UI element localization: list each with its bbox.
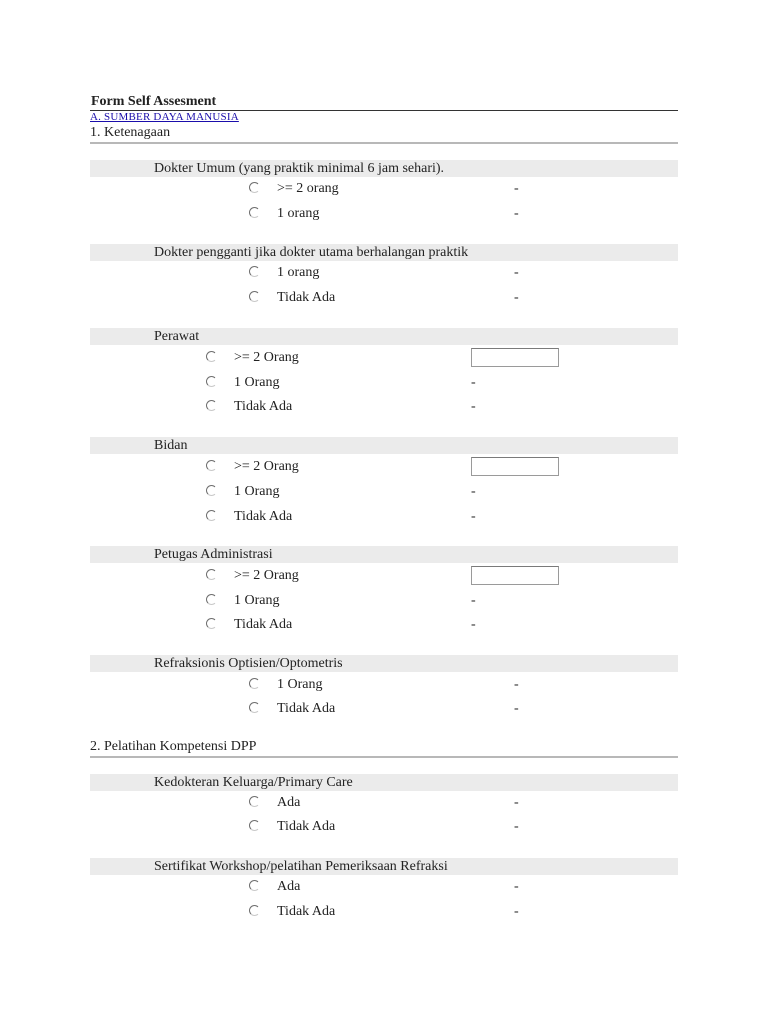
- option-value: -: [514, 819, 519, 834]
- option-row: [0, 698, 768, 720]
- option-value: -: [514, 795, 519, 810]
- option-row: [0, 792, 768, 814]
- option-label: >= 2 Orang: [234, 350, 299, 365]
- option-value: -: [471, 617, 476, 632]
- radio-button[interactable]: [206, 594, 217, 605]
- option-row: [0, 614, 768, 636]
- section-header-pelatihan: 2. Pelatihan Kompetensi DPP: [90, 739, 257, 754]
- option-row: [0, 590, 768, 612]
- radio-button[interactable]: [249, 266, 260, 277]
- option-label: >= 2 Orang: [234, 459, 299, 474]
- question-refraksionis: [90, 655, 678, 672]
- count-input[interactable]: [471, 457, 559, 476]
- question-sertifikat-workshop: [90, 858, 678, 875]
- option-value: -: [514, 290, 519, 305]
- section-link-sdm[interactable]: A. SUMBER DAYA MANUSIA: [90, 111, 239, 123]
- option-label: Ada: [277, 879, 301, 894]
- option-row: [0, 372, 768, 394]
- section-divider: [90, 142, 678, 144]
- question-label: Kedokteran Keluarga/Primary Care: [154, 775, 353, 790]
- radio-button[interactable]: [206, 485, 217, 496]
- radio-button[interactable]: [249, 678, 260, 689]
- option-label: 1 Orang: [234, 484, 280, 499]
- option-value: -: [514, 206, 519, 221]
- radio-button[interactable]: [249, 880, 260, 891]
- option-label: >= 2 Orang: [234, 568, 299, 583]
- option-label: 1 orang: [277, 265, 320, 280]
- radio-button[interactable]: [206, 569, 217, 580]
- option-row: [0, 456, 768, 478]
- option-row: [0, 262, 768, 284]
- option-label: Tidak Ada: [234, 399, 293, 414]
- radio-button[interactable]: [249, 207, 260, 218]
- option-value: -: [514, 265, 519, 280]
- count-input[interactable]: [471, 566, 559, 585]
- option-row: [0, 203, 768, 225]
- option-value: -: [471, 509, 476, 524]
- question-label: Petugas Administrasi: [154, 547, 273, 562]
- question-dokter-pengganti: [90, 244, 678, 261]
- option-value: -: [514, 701, 519, 716]
- option-label: Tidak Ada: [277, 819, 336, 834]
- section-divider: [90, 756, 678, 758]
- radio-button[interactable]: [249, 820, 260, 831]
- option-label: Tidak Ada: [234, 617, 293, 632]
- radio-button[interactable]: [206, 460, 217, 471]
- option-label: Ada: [277, 795, 301, 810]
- option-label: 1 Orang: [277, 677, 323, 692]
- option-label: Tidak Ada: [234, 509, 293, 524]
- radio-button[interactable]: [249, 796, 260, 807]
- radio-button[interactable]: [206, 618, 217, 629]
- question-label: Bidan: [154, 438, 188, 453]
- option-label: 1 Orang: [234, 375, 280, 390]
- option-label: Tidak Ada: [277, 701, 336, 716]
- option-row: [0, 506, 768, 528]
- option-value: -: [514, 181, 519, 196]
- radio-button[interactable]: [249, 905, 260, 916]
- option-label: 1 Orang: [234, 593, 280, 608]
- radio-button[interactable]: [206, 400, 217, 411]
- question-label: Refraksionis Optisien/Optometris: [154, 656, 343, 671]
- option-label: >= 2 orang: [277, 181, 339, 196]
- option-value: -: [514, 677, 519, 692]
- option-row: [0, 565, 768, 587]
- option-row: [0, 816, 768, 838]
- question-petugas-administrasi: [90, 546, 678, 563]
- question-label: Perawat: [154, 329, 200, 344]
- radio-button[interactable]: [249, 702, 260, 713]
- option-row: [0, 396, 768, 418]
- section-header-ketenagaan: 1. Ketenagaan: [90, 125, 171, 140]
- question-label: Dokter Umum (yang praktik minimal 6 jam sehari).: [154, 161, 445, 176]
- question-bidan: [90, 437, 678, 454]
- radio-button[interactable]: [206, 351, 217, 362]
- question-kedokteran-keluarga: [90, 774, 678, 791]
- option-row: [0, 347, 768, 369]
- option-value: -: [471, 375, 476, 390]
- option-label: 1 orang: [277, 206, 320, 221]
- option-value: -: [471, 399, 476, 414]
- radio-button[interactable]: [206, 376, 217, 387]
- form-title: Form Self Assesment: [91, 94, 217, 109]
- option-value: -: [514, 879, 519, 894]
- question-label: Dokter pengganti jika dokter utama berhalangan praktik: [154, 245, 469, 260]
- option-row: [0, 287, 768, 309]
- option-label: Tidak Ada: [277, 904, 336, 919]
- count-input[interactable]: [471, 348, 559, 367]
- question-dokter-umum: [90, 160, 678, 177]
- radio-button[interactable]: [249, 291, 260, 302]
- option-value: -: [471, 484, 476, 499]
- question-perawat: [90, 328, 678, 345]
- option-value: -: [471, 593, 476, 608]
- option-value: -: [514, 904, 519, 919]
- option-row: [0, 674, 768, 696]
- radio-button[interactable]: [206, 510, 217, 521]
- option-row: [0, 901, 768, 923]
- option-row: [0, 178, 768, 200]
- radio-button[interactable]: [249, 182, 260, 193]
- option-label: Tidak Ada: [277, 290, 336, 305]
- option-row: [0, 876, 768, 898]
- option-row: [0, 481, 768, 503]
- question-label: Sertifikat Workshop/pelatihan Pemeriksaan Refraksi: [154, 859, 448, 874]
